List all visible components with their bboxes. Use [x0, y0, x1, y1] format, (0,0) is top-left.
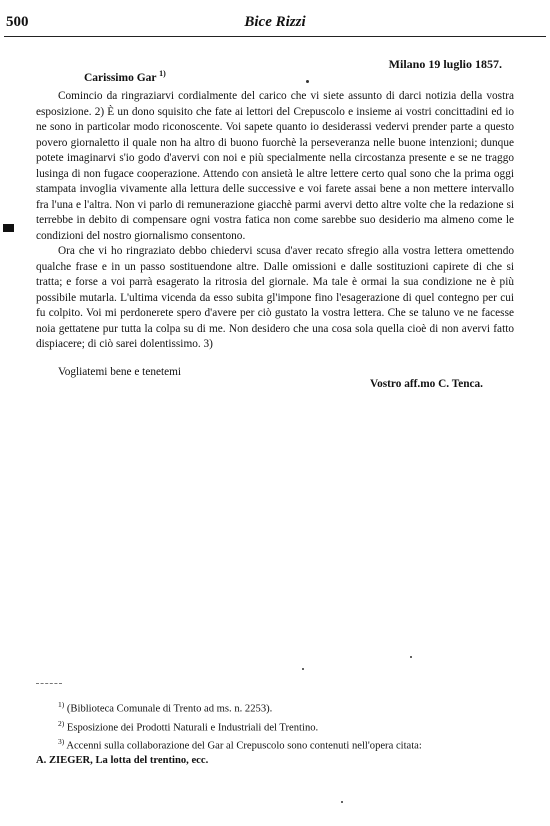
footnote-text: (Biblioteca Comunale di Trento ad ms. n. 2253).: [66, 703, 273, 715]
page-number: 500: [6, 14, 29, 30]
footnote-3: [36, 735, 520, 754]
letter-closing: Vogliatemi bene e tenetemi: [58, 366, 182, 378]
ink-speck: [306, 80, 309, 83]
footnote-mark: 2): [58, 718, 65, 728]
footnote-text: Esposizione dei Prodotti Naturali e Industriali del Trentino.: [66, 722, 319, 734]
footnote-text: Accenni sulla collaborazione del Gar al Crepuscolo sono contenuti nell'opera citata:: [66, 740, 422, 752]
letter-signature: Vostro aff.mo C. Tenca.: [370, 378, 483, 390]
footnote-2: [36, 717, 520, 736]
footnote-1: [36, 698, 520, 717]
salutation-footnote-mark: 1): [159, 69, 166, 78]
footnote-3-continuation: A. ZIEGER, La lotta del trentino, ecc.: [36, 754, 209, 766]
letter-paragraph-2: Ora che vi ho ringraziato debbo chiedervi scusa d'aver recato sfregio alla vostra lettera omettendo qualche frase e in un passo sostituendone altre. Dalle omissioni e dalle sostituzioni capirete di che si tratta; e forse a voi parrà esagerato la ritrosia del giornale. Ma tale è ormai la sua condizione ne è più possibile mutarla. L'ultima vicenda da esso subita gl'impone fino l'esagerazione di quel contegno per cui fu colpito. Voi mi perdonerete spero d'avere per ciò gustato la vostra lettera. Che se taluno ve ne facesse noia gettatene pur tutta la colpa su di me. Non desidero che una cosa sola quella cioè di non avervi fatto dispiacere; di ciò sarei dolentissimo. 3): [36, 245, 514, 350]
running-head: Bice Rizzi: [244, 14, 306, 30]
letter-body: [36, 89, 514, 353]
footnote-mark: 3): [58, 737, 65, 747]
header-rule: [4, 36, 546, 37]
ink-speck: [410, 656, 412, 658]
margin-ink-mark: [3, 224, 14, 232]
letter-salutation: [84, 69, 166, 84]
salutation-text: Carissimo Gar: [84, 71, 157, 84]
letter-dateline: Milano 19 luglio 1857.: [388, 57, 502, 71]
footnote-mark: 1): [58, 700, 65, 709]
footnote-separator: [36, 683, 62, 684]
footnotes: [36, 698, 520, 768]
ink-speck: [302, 668, 304, 670]
ink-speck: [341, 801, 343, 803]
letter-paragraph-1: Comincio da ringraziarvi cordialmente del carico che vi siete assunto di darci notizia della vostra esposizione. 2) È un dono squisito che fate ai lettori del Crepuscolo e insieme ai vostri concittadini ed io ne sono in particolar modo riconoscente. Voi sapete quanto io desiderassi vedervi prender parte a questo povero giornaletto il quale non ha altro di buono fuorchè la perseveranza nelle buone intenzioni; dunque potete imaginarvi s'io godo d'avervi con noi e più specialmente nella circostanza presente e se ne traggo lusinga di non fugace cooperazione. Attendo con ansietà le altre lettere certo qual sono che la prima oggi stampata invoglia vivamente alla lettura delle successive e voi farete assai bene a non mettere intervallo fra l'una e l'altra. Non vi parlo di remunerazione giacchè parmi avervi detto altre volte che la redazione si terrebbe in debito di compensare ogni vostra fatica non come sarebbe suo desiderio ma almeno come le condizioni del nostro giornalismo consentono.: [36, 90, 514, 242]
